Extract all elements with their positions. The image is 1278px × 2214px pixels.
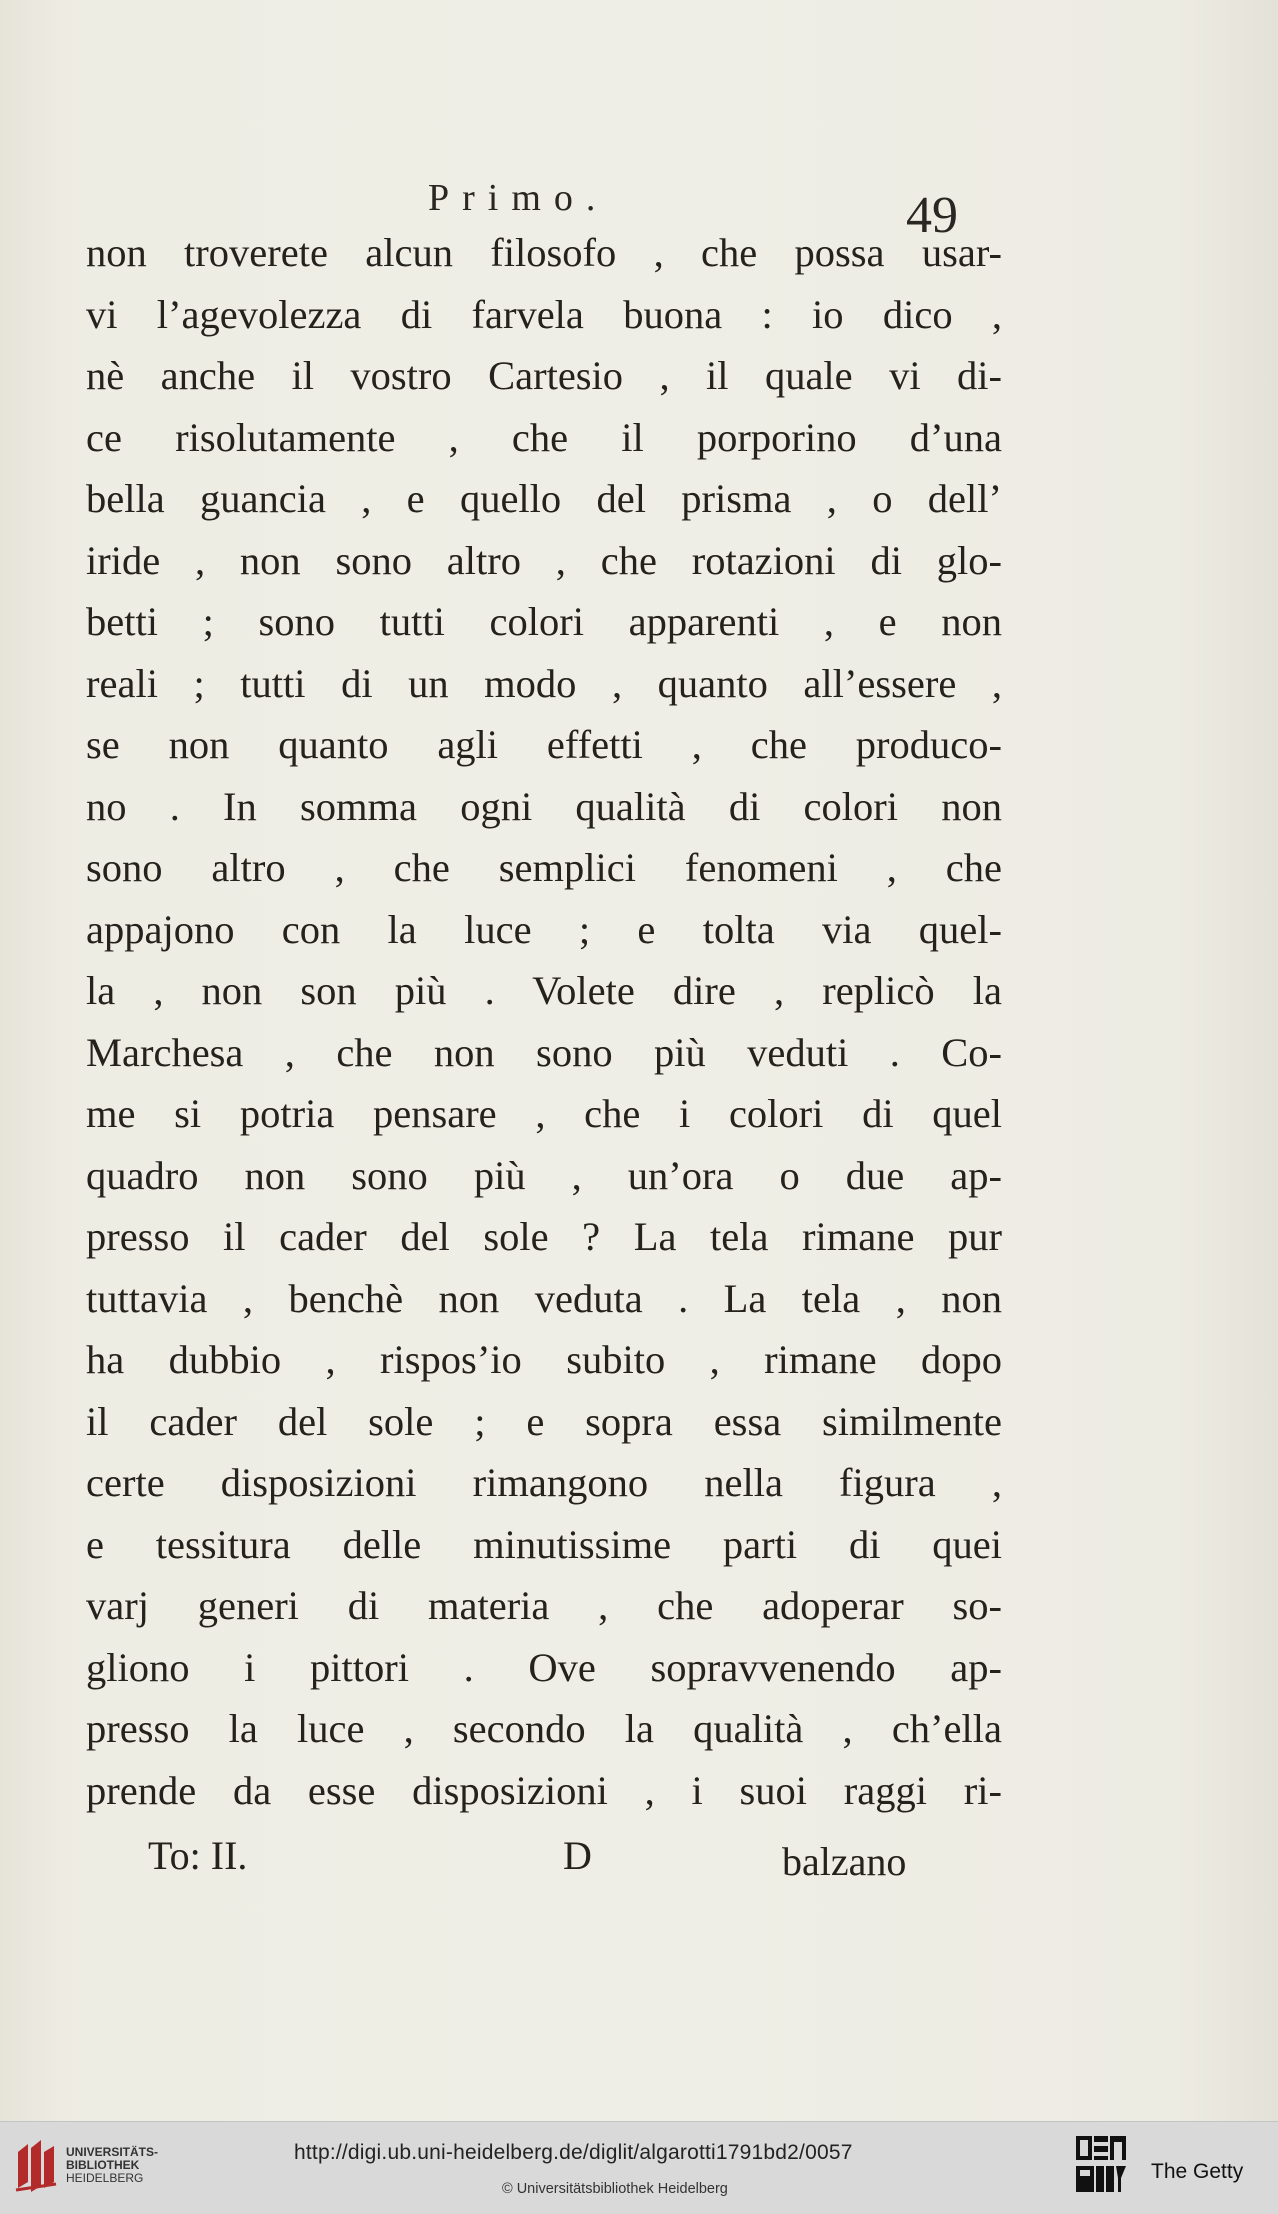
text-line: il cader del sole ; e sopra essa similmente — [86, 1398, 1002, 1444]
signature-letter: D — [563, 1833, 592, 1878]
text-line: ha dubbio , rispos’io subito , rimane dopo — [86, 1337, 1002, 1382]
text-line: vi l’agevolezza di farvela buona : io dico , — [86, 291, 1002, 337]
university-name-line: UNIVERSITÄTS- — [66, 2145, 159, 2159]
university-name-line: BIBLIOTHEK — [66, 2158, 140, 2172]
text-line: bella guancia , e quello del prisma , o dell’ — [86, 476, 1002, 521]
viewer-footer-bar — [0, 2121, 1278, 2214]
text-line: sono altro , che semplici fenomeni , che — [86, 845, 1002, 890]
text-line: appajono con la luce ; e tolta via quel- — [86, 906, 1002, 952]
text-line: gliono i pittori . Ove sopravvenendo ap- — [86, 1644, 1002, 1690]
text-line: Marchesa , che non sono più veduti . Co- — [86, 1029, 1002, 1075]
university-seal-icon — [12, 2138, 60, 2196]
text-line: no . In somma ogni qualità di colori non — [86, 783, 1002, 829]
text-line: non troverete alcun filosofo , che possa usar- — [86, 230, 1002, 275]
university-name — [66, 2146, 158, 2185]
text-line: iride , non sono altro , che rotazioni di glo- — [86, 537, 1002, 583]
text-line: se non quanto agli effetti , che produco- — [86, 722, 1002, 767]
getty-logo-icon[interactable] — [1074, 2134, 1130, 2196]
running-title: Primo. — [428, 177, 609, 219]
page-number: 49 — [906, 187, 958, 244]
catchword: balzano — [782, 1839, 907, 1884]
text-line: tuttavia , benchè non veduta . La tela , non — [86, 1275, 1002, 1321]
signature-line — [0, 1832, 1278, 1892]
copyright-notice: © Universitätsbibliothek Heidelberg — [502, 2181, 728, 2197]
text-line: ce risolutamente , che il porporino d’una — [86, 414, 1002, 460]
text-line: presso il cader del sole ? La tela rimane pur — [86, 1214, 1002, 1259]
text-line: reali ; tutti di un modo , quanto all’essere , — [86, 660, 1002, 706]
volume-mark: To: II. — [148, 1833, 248, 1878]
text-line: quadro non sono più , un’ora o due ap- — [86, 1152, 1002, 1198]
text-line: la , non son più . Volete dire , replicò la — [86, 968, 1002, 1013]
permalink-url[interactable]: http://digi.ub.uni-heidelberg.de/diglit/algarotti1791bd2/0057 — [294, 2141, 853, 2164]
partner-name[interactable]: The Getty — [1151, 2160, 1244, 2183]
text-line: prende da esse disposizioni , i suoi raggi ri- — [86, 1767, 1002, 1813]
university-logo[interactable] — [12, 2134, 172, 2204]
text-line: presso la luce , secondo la qualità , ch’ella — [86, 1706, 1002, 1751]
university-name-line: HEIDELBERG — [66, 2171, 144, 2185]
text-line: betti ; sono tutti colori apparenti , e non — [86, 599, 1002, 644]
text-line: certe disposizioni rimangono nella figura , — [86, 1460, 1002, 1505]
text-line: varj generi di materia , che adoperar so- — [86, 1583, 1002, 1628]
text-line: nè anche il vostro Cartesio , il quale vi di- — [86, 353, 1002, 398]
text-line: e tessitura delle minutissime parti di quei — [86, 1521, 1002, 1567]
body-text — [86, 222, 1002, 1821]
text-line: me si potria pensare , che i colori di quel — [86, 1091, 1002, 1136]
